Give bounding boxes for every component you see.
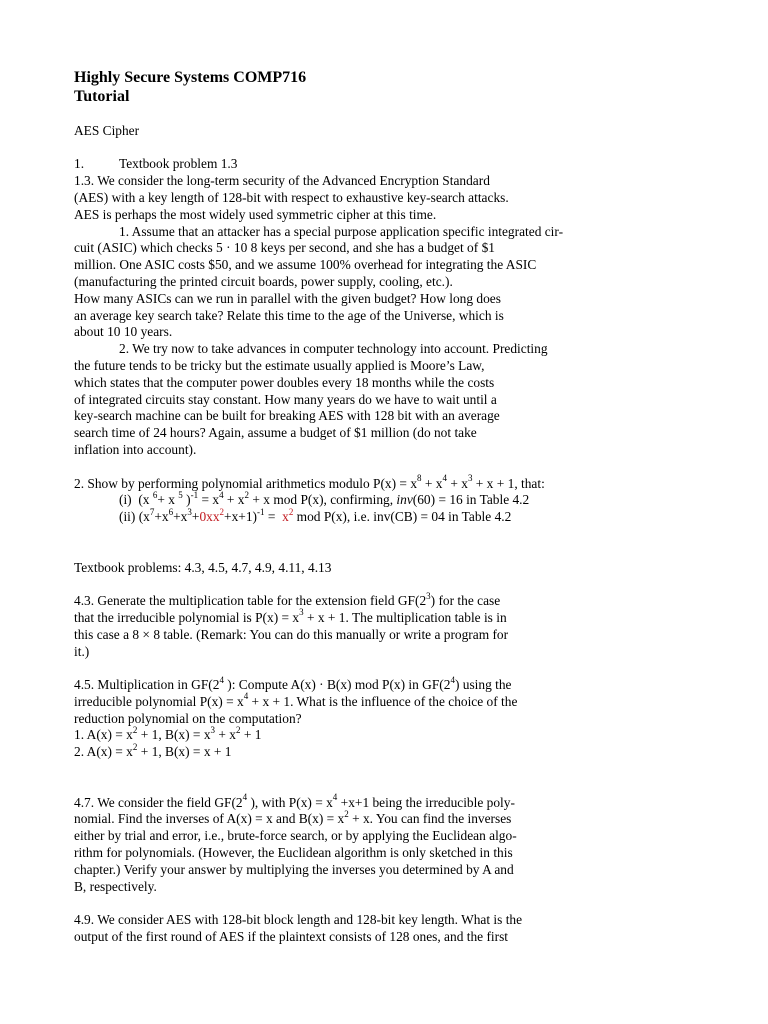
problem-1-line: (AES) with a key length of 128-bit with respect to exhaustive key-search attacks. bbox=[74, 189, 509, 205]
part-1-line: How many ASICs can we run in parallel with the given budget? How long does bbox=[74, 290, 501, 306]
problem-4-3-line: that the irreducible polynomial is $P(x) = x^3 + x + 1$. The multiplication table is in bbox=[74, 607, 507, 625]
part-2-line: which states that the computer power doubles every 18 months while the costs bbox=[74, 374, 495, 390]
problem-4-3-line: it.) bbox=[74, 643, 90, 659]
problem-4-3-line: 4.3. Generate the multiplication table for the extension field $GF(2^3)$ for the case bbox=[74, 590, 501, 609]
part-2-line: key-search machine can be built for breaking AES with 128 bit with an average bbox=[74, 408, 500, 424]
document-title bbox=[74, 68, 694, 106]
part-1-line: cuit (ASIC) which checks 5 · 10 8 keys per second, and she has a budget of $1 bbox=[74, 240, 495, 256]
part-1-line: about 10 10 years. bbox=[74, 324, 173, 340]
part-1-first-line: 1. Assume that an attacker has a special purpose application specific integrated cir- bbox=[119, 223, 564, 239]
problem-4-9-line: 4.9. We consider AES with 128-bit block length and 128-bit key length. What is the bbox=[74, 912, 523, 928]
problem-4-7-line: 4.7. We consider the field $GF(2^4$ ), with $P(x) = x^4 +x+1$ being the irreducible poly- bbox=[74, 792, 515, 810]
section-heading: AES Cipher bbox=[74, 122, 140, 138]
part-2-line: search time of 24 hours? Again, assume a budget of $1 million (do not take bbox=[74, 425, 477, 441]
problem-1-line: AES is perhaps the most widely used symmetric cipher at this time. bbox=[74, 206, 437, 222]
problem-2-intro: 2. Show by performing polynomial arithmetics modulo $P(x) = x^8 + x^4 + x^3 + x + 1$, that: bbox=[74, 473, 545, 491]
problem-4-5-item-1: 1. $A(x) = x^2 + 1$, $B(x) = x^3 + x^2 + 1$ bbox=[74, 725, 262, 743]
document-body bbox=[74, 68, 694, 946]
problem-4-9-line: output of the first round of AES if the plaintext consists of 128 ones, and the first bbox=[74, 929, 509, 945]
problem-4-5-line: reduction polynomial on the computation? bbox=[74, 710, 302, 726]
textbook-problems-list: Textbook problems: 4.3, 4.5, 4.7, 4.9, 4.11, 4.13 bbox=[74, 559, 332, 575]
highlight-term: 0x bbox=[199, 509, 213, 525]
part-2-line: the future tends to be tricky but the estimate usually applied is Moore’s Law, bbox=[74, 357, 485, 373]
problem-4-7-line: B, respectively. bbox=[74, 878, 157, 894]
problem-4-3-line: this case a 8 × 8 table. (Remark: You can do this manually or write a program for bbox=[74, 626, 509, 642]
part-2-line: inflation into account). bbox=[74, 441, 197, 457]
problem-4-5-line: 4.5. Multiplication in $GF(2^4$ ): Compute A(x) · B(x) mod P(x) in $GF(2^4)$ using the bbox=[74, 674, 512, 693]
part-2-first-line: 2. We try now to take advances in computer technology into account. Predicting bbox=[119, 341, 548, 357]
problem-2-item-i: (i) (x $^6$+ x $^5$ )$^{-1} = x^4 + x^2 + x$ mod P(x), confirming, inv(60) = 16 in Table 4.2 bbox=[119, 489, 530, 508]
problem-4-7-line: nomial. Find the inverses of A(x) = x and $B(x) = x^2 + x$. You can find the inverses bbox=[74, 809, 512, 827]
problem-1-line: 1.3. We consider the long-term security of the Advanced Encryption Standard bbox=[74, 173, 490, 189]
part-1-line: an average key search take? Relate this time to the age of the Universe, which is bbox=[74, 307, 504, 323]
problem-4-7-line: chapter.) Verify your answer by multiplying the inverses you determined by A and bbox=[74, 861, 514, 877]
title-line-1: Highly Secure Systems COMP716 bbox=[74, 69, 307, 86]
problem-4-7-line: rithm for polynomials. (However, the Euclidean algorithm is only sketched in this bbox=[74, 845, 513, 861]
problem-2-item-ii: (ii) $(x^7+x^6+x^3+0xx^2+x+1)^{-1} = x^2$ mod P(x), i.e. inv(CB) = 04 in Table 4.2 bbox=[119, 506, 512, 525]
problem-4-5-item-2: 2. $A(x) = x^2 + 1$, B(x) = x + 1 bbox=[74, 741, 232, 760]
title-line-2: Tutorial bbox=[74, 88, 130, 105]
part-1-line: (manufacturing the printed circuit boards, power supply, cooling, etc.). bbox=[74, 273, 453, 289]
problem-4-7-line: either by trial and error, i.e., brute-force search, or by applying the Euclidean algo- bbox=[74, 828, 517, 844]
problem-1-heading: 1. Textbook problem 1.3 bbox=[74, 156, 238, 172]
part-2-line: of integrated circuits stay constant. How many years do we have to wait until a bbox=[74, 391, 497, 407]
part-1-line: million. One ASIC costs $50, and we assume 100% overhead for integrating the ASIC bbox=[74, 257, 537, 273]
problem-4-5-line: irreducible polynomial $P(x) = x^4 + x + 1$. What is the influence of the choice of the bbox=[74, 691, 518, 709]
